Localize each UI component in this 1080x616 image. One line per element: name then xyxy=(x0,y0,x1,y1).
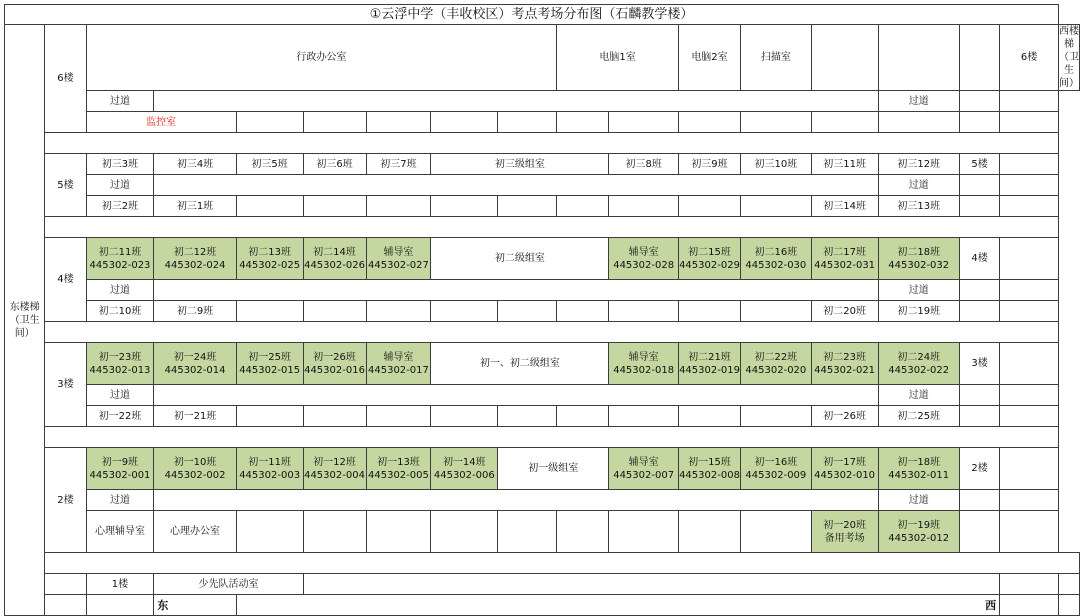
exam-room xyxy=(811,448,878,490)
exam-room xyxy=(86,448,154,490)
exam-room-code: 445302-009 xyxy=(745,469,807,481)
passage-6-left: 过道 xyxy=(86,91,154,112)
exam-room-name: 初一19班 xyxy=(897,519,941,531)
floor-2-right-label: 2楼 xyxy=(959,448,999,490)
exam-room-code: 445302-007 xyxy=(613,469,675,481)
exam-room xyxy=(811,343,878,385)
exam-room xyxy=(679,238,741,280)
exam-room xyxy=(366,343,431,385)
exam-room-name: 初二15班 xyxy=(688,246,731,258)
psych-counseling-room: 心理辅导室 xyxy=(86,511,154,553)
passage-5-left: 过道 xyxy=(86,175,154,196)
room: 初二25班 xyxy=(878,406,959,427)
exam-room xyxy=(609,343,679,385)
exam-room-code: 445302-005 xyxy=(368,469,429,481)
exam-room-code: 445302-003 xyxy=(239,469,301,481)
exam-room-code: 445302-014 xyxy=(164,364,226,376)
exam-room-code: 445302-018 xyxy=(613,364,675,376)
passage-4-left: 过道 xyxy=(86,280,154,301)
exam-room xyxy=(679,448,741,490)
room: 初二20班 xyxy=(811,301,878,322)
floor-5-right-label: 5楼 xyxy=(959,154,999,175)
room: 初三2班 xyxy=(86,196,154,217)
exam-room xyxy=(86,343,154,385)
exam-room-name: 初一10班 xyxy=(173,456,217,468)
exam-room-name: 初二14班 xyxy=(313,246,356,258)
floor-1-label: 1楼 xyxy=(86,574,154,595)
page-title: ①云浮中学（丰收校区）考点考场分布图（石麟教学楼） xyxy=(5,5,1059,25)
exam-room xyxy=(366,238,431,280)
exam-room xyxy=(366,448,431,490)
exam-room-code: 445302-008 xyxy=(679,469,740,481)
west-direction: 西 xyxy=(236,595,999,616)
floor-5-label: 5楼 xyxy=(45,154,86,217)
exam-room xyxy=(236,448,303,490)
exam-room xyxy=(86,238,154,280)
exam-room xyxy=(741,238,812,280)
exam-room-code: 445302-015 xyxy=(239,364,301,376)
exam-room-code: 445302-021 xyxy=(814,364,876,376)
exam-room-name: 初二17班 xyxy=(823,246,866,258)
floor-6-right-label: 6楼 xyxy=(1000,25,1059,91)
exam-room-code: 445302-023 xyxy=(89,259,151,271)
exam-room-name: 初一13班 xyxy=(377,456,420,468)
exam-room-name: 初二11班 xyxy=(98,246,142,258)
floor-plan-table xyxy=(4,4,1080,616)
passage-3-right: 过道 xyxy=(878,385,959,406)
west-stair: 西楼梯（卫生间） xyxy=(1059,26,1079,89)
exam-room-code: 445302-026 xyxy=(304,259,365,271)
exam-room xyxy=(431,448,498,490)
exam-room-code: 445302-019 xyxy=(679,364,740,376)
floor-3-right-label: 3楼 xyxy=(959,343,999,385)
room: 初三6班 xyxy=(303,154,366,175)
room: 初三5班 xyxy=(236,154,303,175)
exam-room xyxy=(679,343,741,385)
grade1-office: 初一级组室 xyxy=(498,448,609,490)
floor-6-label: 6楼 xyxy=(45,25,86,133)
grade1-2-office: 初一、初二级组室 xyxy=(431,343,609,385)
exam-room-name: 初二16班 xyxy=(754,246,798,258)
exam-room xyxy=(154,343,236,385)
floor-3-label: 3楼 xyxy=(45,343,86,427)
exam-room xyxy=(878,448,959,490)
passage-2-right: 过道 xyxy=(878,490,959,511)
exam-room-name: 初一11班 xyxy=(248,456,291,468)
room: 初一21班 xyxy=(154,406,236,427)
exam-room-name: 初二21班 xyxy=(688,351,731,363)
room: 初三7班 xyxy=(366,154,431,175)
exam-room-code: 445302-016 xyxy=(304,364,365,376)
exam-room-name: 初一23班 xyxy=(98,351,142,363)
exam-room-code: 445302-011 xyxy=(888,469,950,481)
exam-room-name: 初一25班 xyxy=(248,351,291,363)
exam-room-name: 初一18班 xyxy=(897,456,941,468)
exam-room-code: 445302-002 xyxy=(164,469,226,481)
exam-room-name: 初一16班 xyxy=(754,456,798,468)
exam-room-name: 初二22班 xyxy=(754,351,798,363)
exam-room xyxy=(154,238,236,280)
exam-room xyxy=(878,238,959,280)
east-direction: 东 xyxy=(154,595,236,616)
exam-room xyxy=(741,343,812,385)
room: 初三10班 xyxy=(741,154,812,175)
pioneers-activity-room: 少先队活动室 xyxy=(154,574,303,595)
exam-room-name: 初一17班 xyxy=(823,456,866,468)
exam-room-name: 辅导室 xyxy=(628,456,659,468)
exam-room-code: 445302-024 xyxy=(164,259,226,271)
exam-room-code: 备用考场 xyxy=(824,532,865,544)
admin-office: 行政办公室 xyxy=(86,25,557,91)
exam-room-code: 445302-010 xyxy=(814,469,876,481)
exam-room-code: 445302-012 xyxy=(888,532,950,544)
exam-room-code: 445302-013 xyxy=(89,364,151,376)
exam-room-code: 445302-031 xyxy=(814,259,876,271)
exam-room-name: 初二23班 xyxy=(823,351,866,363)
room: 初三8班 xyxy=(609,154,679,175)
exam-room-name: 初一12班 xyxy=(313,456,356,468)
exam-room xyxy=(236,238,303,280)
passage-6-right: 过道 xyxy=(878,91,959,112)
exam-room-code: 445302-032 xyxy=(888,259,950,271)
room: 初三12班 xyxy=(878,154,959,175)
room: 初一22班 xyxy=(86,406,154,427)
exam-room-name: 初一26班 xyxy=(313,351,356,363)
exam-room-name: 初一9班 xyxy=(101,456,139,468)
exam-room-name: 辅导室 xyxy=(628,351,659,363)
computer-room-2: 电脑2室 xyxy=(679,25,741,91)
scan-room: 扫描室 xyxy=(741,25,812,91)
exam-room-name: 辅导室 xyxy=(383,246,414,258)
room: 初三3班 xyxy=(86,154,154,175)
exam-room-name: 初一20班 xyxy=(823,519,866,531)
psych-office: 心理办公室 xyxy=(154,511,236,553)
exam-room-name: 初一14班 xyxy=(442,456,486,468)
exam-room xyxy=(878,511,959,553)
passage-5-right: 过道 xyxy=(878,175,959,196)
exam-room xyxy=(154,448,236,490)
exam-room-code: 445302-029 xyxy=(679,259,740,271)
room: 初一26班 xyxy=(811,406,878,427)
computer-room-1: 电脑1室 xyxy=(557,25,679,91)
passage-3-left: 过道 xyxy=(86,385,154,406)
exam-room xyxy=(303,448,366,490)
room: 初二10班 xyxy=(86,301,154,322)
exam-room-name: 辅导室 xyxy=(383,351,414,363)
exam-room xyxy=(878,343,959,385)
room: 初二19班 xyxy=(878,301,959,322)
room: 初三14班 xyxy=(811,196,878,217)
exam-room xyxy=(236,343,303,385)
exam-room-code: 445302-001 xyxy=(89,469,151,481)
exam-room-code: 445302-022 xyxy=(888,364,950,376)
exam-room-code: 445302-027 xyxy=(368,259,429,271)
exam-room-code: 445302-004 xyxy=(304,469,365,481)
room: 初二9班 xyxy=(154,301,236,322)
exam-room-name: 初二13班 xyxy=(248,246,291,258)
exam-room-code: 445302-030 xyxy=(745,259,807,271)
exam-room xyxy=(811,511,878,553)
east-stair: 东楼梯（卫生间） xyxy=(5,25,45,616)
exam-room xyxy=(741,448,812,490)
floor-2-label: 2楼 xyxy=(45,448,86,553)
floor-4-label: 4楼 xyxy=(45,238,86,322)
exam-room-code: 445302-020 xyxy=(745,364,807,376)
room: 初三9班 xyxy=(679,154,741,175)
exam-room xyxy=(303,343,366,385)
exam-room xyxy=(811,238,878,280)
exam-room xyxy=(303,238,366,280)
exam-room xyxy=(609,238,679,280)
exam-room-name: 辅导室 xyxy=(628,246,659,258)
exam-room-name: 初一24班 xyxy=(173,351,217,363)
passage-2-left: 过道 xyxy=(86,490,154,511)
exam-room-code: 445302-025 xyxy=(239,259,301,271)
room: 初三11班 xyxy=(811,154,878,175)
room: 初三13班 xyxy=(878,196,959,217)
exam-room-code: 445302-006 xyxy=(433,469,495,481)
exam-room xyxy=(609,448,679,490)
exam-room-name: 初二12班 xyxy=(173,246,217,258)
grade2-office: 初二级组室 xyxy=(431,238,609,280)
exam-room-name: 初二18班 xyxy=(897,246,941,258)
exam-room-name: 初二24班 xyxy=(897,351,941,363)
exam-room-name: 初一15班 xyxy=(688,456,731,468)
exam-room-code: 445302-028 xyxy=(613,259,675,271)
floor-4-right-label: 4楼 xyxy=(959,238,999,280)
grade3-office: 初三级组室 xyxy=(431,154,609,175)
room: 初三1班 xyxy=(154,196,236,217)
room: 初三4班 xyxy=(154,154,236,175)
passage-4-right: 过道 xyxy=(878,280,959,301)
monitor-room: 监控室 xyxy=(86,112,236,133)
exam-room-code: 445302-017 xyxy=(368,364,429,376)
